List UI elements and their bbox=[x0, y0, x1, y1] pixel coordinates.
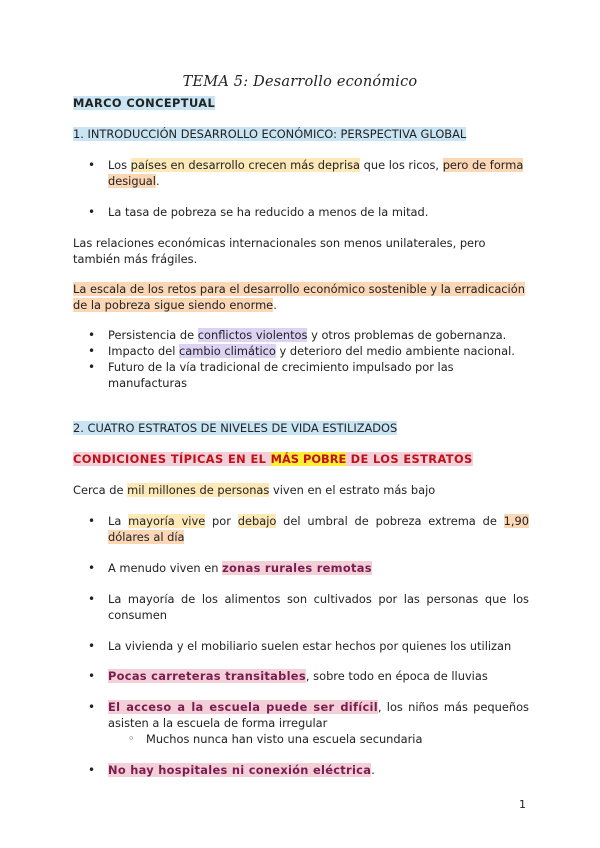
page-number: 1 bbox=[519, 798, 526, 811]
section1-heading: 1. INTRODUCCIÓN DESARROLLO ECONÓMICO: PERSPECTIVA GLOBAL bbox=[73, 127, 467, 141]
list-item: • La mayoría de los alimentos son cultivados por las personas que los consumen bbox=[108, 591, 529, 623]
list-item: • Impacto del cambio climático y deterioro del medio ambiente nacional. bbox=[108, 343, 529, 359]
list-item: • El acceso a la escuela puede ser difícil, los niños más pequeños asisten a la escuela de forma irregular bbox=[108, 699, 529, 731]
list-item: • Los países en desarrollo crecen más deprisa que los ricos, pero de forma desigual. bbox=[108, 157, 529, 189]
paragraph-highlighted: La escala de los retos para el desarrollo económico sostenible y la erradicación de la pobreza sigue siendo enorme. bbox=[73, 282, 525, 312]
list-item: • Persistencia de conflictos violentos y otros problemas de gobernanza. bbox=[108, 327, 529, 343]
paragraph: Cerca de mil millones de personas viven en el estrato más bajo bbox=[73, 483, 436, 497]
marco-heading: MARCO CONCEPTUAL bbox=[73, 96, 216, 110]
document-title: TEMA 5: Desarrollo económico bbox=[182, 74, 418, 90]
list-item: • No hay hospitales ni conexión eléctrica. bbox=[108, 762, 529, 778]
paragraph: Las relaciones económicas internacionales son menos unilaterales, pero también más frágiles. bbox=[73, 236, 486, 266]
subheading: CONDICIONES TÍPICAS EN EL MÁS POBRE DE LOS ESTRATOS bbox=[73, 452, 473, 466]
section2-heading: 2. CUATRO ESTRATOS DE NIVELES DE VIDA ESTILIZADOS bbox=[73, 421, 398, 435]
list-item: • La mayoría vive por debajo del umbral de pobreza extrema de 1,90 dólares al día bbox=[108, 513, 529, 545]
list-item: • La tasa de pobreza se ha reducido a menos de la mitad. bbox=[108, 204, 529, 220]
sub-list-item: ◦ Muchos nunca han visto una escuela secundaria bbox=[146, 731, 526, 747]
list-item: • La vivienda y el mobiliario suelen estar hechos por quienes los utilizan bbox=[108, 638, 529, 654]
list-item: • Pocas carreteras transitables, sobre todo en época de lluvias bbox=[108, 668, 529, 684]
list-item: • A menudo viven en zonas rurales remotas bbox=[108, 560, 529, 576]
list-item: • Futuro de la vía tradicional de crecimiento impulsado por las manufacturas bbox=[108, 359, 529, 391]
